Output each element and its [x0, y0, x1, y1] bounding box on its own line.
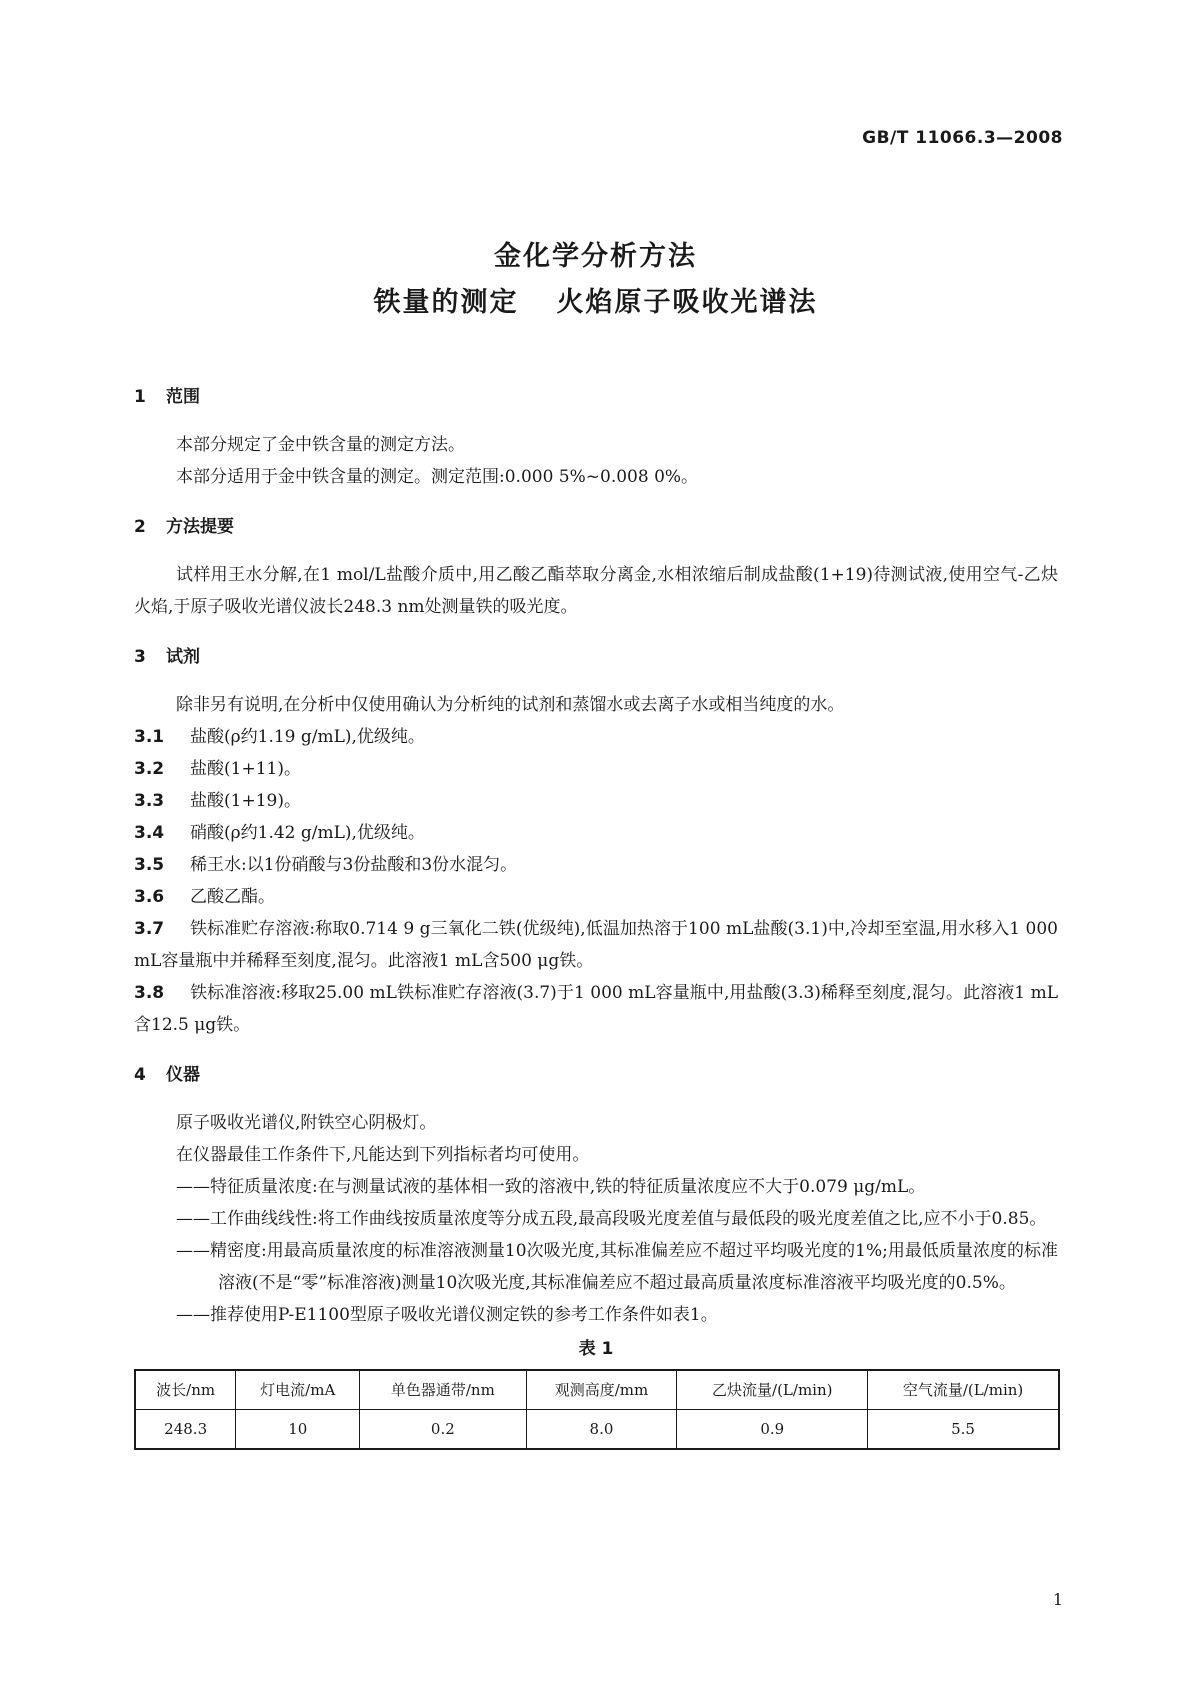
section-heading-2: 2 方法提要 — [134, 517, 234, 537]
paragraph: 本部分规定了金中铁含量的测定方法。 — [176, 435, 465, 455]
list-item: ——推荐使用P-E1100型原子吸收光谱仪测定铁的参考工作条件如表1。 — [176, 1305, 718, 1325]
document-title: 金化学分析方法 — [494, 241, 697, 272]
table-cell: 0.9 — [677, 1410, 868, 1450]
table-header-cell: 观测高度/mm — [526, 1370, 677, 1410]
clause-3-3: 3.3 盐酸(1+19)。 — [134, 791, 301, 811]
table-cell: 8.0 — [526, 1410, 677, 1450]
clause-3-1: 3.1 盐酸(ρ约1.19 g/mL),优级纯。 — [134, 727, 425, 747]
list-item: ——工作曲线线性:将工作曲线按质量浓度等分成五段,最高段吸光度差值与最低段的吸光度差值之比,应不小于0.85。 — [176, 1209, 1047, 1229]
paragraph: 除非另有说明,在分析中仅使用确认为分析纯的试剂和蒸馏水或去离子水或相当纯度的水。 — [176, 695, 845, 715]
section-heading-1: 1 范围 — [134, 387, 200, 407]
table-cell: 0.2 — [360, 1410, 526, 1450]
table-cell: 10 — [236, 1410, 360, 1450]
table-header-row — [135, 1370, 1059, 1410]
paragraph: 试样用王水分解,在1 mol/L盐酸介质中,用乙酸乙酯萃取分离金,水相浓缩后制成盐酸(1+19)待测试液,使用空气-乙炔火焰,于原子吸收光谱仪波长248.3 nm处测量铁的吸光度。 — [134, 565, 1058, 617]
paragraph: 原子吸收光谱仪,附铁空心阴极灯。 — [176, 1113, 437, 1133]
table-caption: 表 1 — [578, 1339, 614, 1359]
table-1 — [134, 1369, 1060, 1450]
table-header-cell: 灯电流/mA — [236, 1370, 360, 1410]
subtitle-part-1: 铁量的测定 — [373, 287, 519, 318]
document-subtitle — [0, 280, 1191, 319]
paragraph: 在仪器最佳工作条件下,凡能达到下列指标者均可使用。 — [176, 1145, 590, 1165]
document-body — [134, 381, 1058, 1450]
clause-3-4: 3.4 硝酸(ρ约1.42 g/mL),优级纯。 — [134, 823, 425, 843]
clause-3-5: 3.5 稀王水:以1份硝酸与3份盐酸和3份水混匀。 — [134, 855, 518, 875]
list-item: ——精密度:用最高质量浓度的标准溶液测量10次吸光度,其标准偏差应不超过平均吸光度的1%;用最低质量浓度的标准溶液(不是“零”标准溶液)测量10次吸光度,其标准偏差应不超过最高质量浓度标准溶液平均吸光度的0.5%。 — [176, 1241, 1058, 1293]
clause-3-2: 3.2 盐酸(1+11)。 — [134, 759, 301, 779]
list-item: ——特征质量浓度:在与测量试液的基体相一致的溶液中,铁的特征质量浓度应不大于0.079 μg/mL。 — [176, 1177, 926, 1197]
standard-code: GB/T 11066.3—2008 — [862, 128, 1063, 148]
clause-3-7: 3.7 铁标准贮存溶液:称取0.714 9 g三氧化二铁(优级纯),低温加热溶于100 mL盐酸(3.1)中,冷却至室温,用水移入1 000 mL容量瓶中并稀释至刻度,混匀。此溶液1 mL含500 μg铁。 — [134, 919, 1058, 971]
section-heading-4: 4 仪器 — [134, 1065, 200, 1085]
table-cell: 248.3 — [135, 1410, 236, 1450]
table-header-cell: 波长/nm — [135, 1370, 236, 1410]
section-heading-3: 3 试剂 — [134, 647, 200, 667]
table-header-cell: 乙炔流量/(L/min) — [677, 1370, 868, 1410]
table-header-cell: 空气流量/(L/min) — [868, 1370, 1059, 1410]
clause-3-6: 3.6 乙酸乙酯。 — [134, 887, 275, 907]
clause-3-8: 3.8 铁标准溶液:移取25.00 mL铁标准贮存溶液(3.7)于1 000 mL容量瓶中,用盐酸(3.3)稀释至刻度,混匀。此溶液1 mL含12.5 μg铁。 — [134, 983, 1058, 1035]
table-header-cell: 单色器通带/nm — [360, 1370, 526, 1410]
page-number: 1 — [1052, 1590, 1063, 1609]
table-row — [135, 1410, 1059, 1450]
subtitle-part-2: 火焰原子吸收光谱法 — [556, 287, 818, 318]
table-cell: 5.5 — [868, 1410, 1059, 1450]
paragraph: 本部分适用于金中铁含量的测定。测定范围:0.000 5%~0.008 0%。 — [176, 467, 699, 487]
